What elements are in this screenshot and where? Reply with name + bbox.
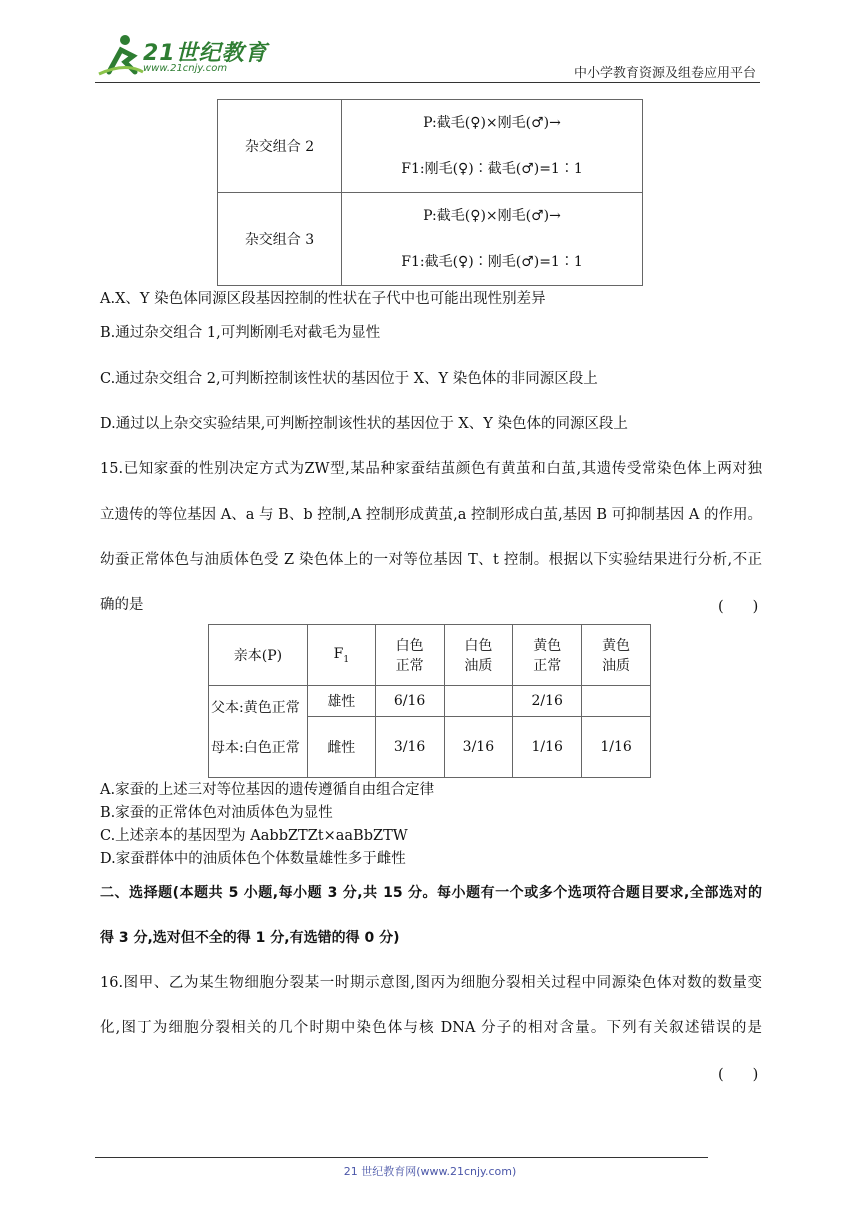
answer-blank: ( ) (718, 1067, 759, 1083)
platform-name: 中小学教育资源及组卷应用平台 (573, 66, 756, 81)
male-label: 雄性 (307, 686, 375, 717)
cross-cell (342, 193, 643, 286)
logo-url: www.21cnjy.com (143, 63, 228, 74)
q15-option-a: A.家蚕的上述三对等位基因的遗传遵循自由组合定律 (100, 782, 435, 798)
value-cell (582, 686, 651, 717)
q15-option-b: B.家蚕的正常体色对油质体色为显性 (100, 805, 333, 821)
q15-line: 确的是 (100, 597, 144, 613)
table-row (209, 686, 651, 717)
section-heading: 二、选择题(本题共 5 小题,每小题 3 分,共 15 分。每小题有一个或多个选项符合题目要求,全部选对的 (100, 885, 762, 901)
footer-text: 21 世纪教育网(www.21cnjy.com) (343, 1165, 517, 1178)
q15-line: 幼蚕正常体色与油质体色受 Z 染色体上的一对等位基因 T、t 控制。根据以下实验结果进行分析,不正 (100, 552, 762, 568)
logo-text: 21世纪教育 (143, 41, 268, 66)
cross-parent: P:截毛(♀)×刚毛(♂)→ (423, 115, 561, 131)
female-label: 雌性 (307, 717, 375, 778)
q15-line: 立遗传的等位基因 A、a 与 B、b 控制,A 控制形成黄茧,a 控制形成白茧,基因 B 可抑制基因 A 的作用。 (100, 507, 762, 523)
answer-blank: ( ) (718, 599, 759, 615)
cross-f1: F1:截毛(♀)∶刚毛(♂)=1∶1 (401, 254, 583, 270)
value-cell (444, 686, 513, 717)
table-row (209, 717, 651, 778)
value-cell: 1/16 (513, 717, 582, 778)
value-cell: 6/16 (375, 686, 444, 717)
cross-table (217, 99, 643, 286)
table-row (218, 193, 643, 286)
q15-option-c: C.上述亲本的基因型为 AabbZTZt×aaBbZTW (100, 828, 408, 844)
q15-line: 15.已知家蚕的性别决定方式为ZW型,某品种家蚕结茧颜色有黄茧和白茧,其遗传受常染色体上两对独 (100, 461, 762, 477)
q16-line: 化,图丁为细胞分裂相关的几个时期中染色体与核 DNA 分子的相对含量。下列有关叙述错误的是 (100, 1020, 762, 1036)
value-cell: 3/16 (375, 717, 444, 778)
section-heading-cont: 得 3 分,选对但不全的得 1 分,有选错的得 0 分) (100, 930, 400, 946)
header-col: 黄色 油质 (582, 625, 651, 686)
cross-f1: F1:刚毛(♀)∶截毛(♂)=1∶1 (401, 161, 583, 177)
header-col: 白色 油质 (444, 625, 513, 686)
cross-label: 杂交组合 3 (218, 193, 342, 286)
q14-option-c: C.通过杂交组合 2,可判断控制该性状的基因位于 X、Y 染色体的非同源区段上 (100, 371, 598, 387)
footer-divider (95, 1157, 708, 1158)
table-row (209, 625, 651, 686)
header-parent: 亲本(P) (209, 625, 308, 686)
cross-cell (342, 100, 643, 193)
header-col: 黄色 正常 (513, 625, 582, 686)
q15-option-d: D.家蚕群体中的油质体色个体数量雄性多于雌性 (100, 851, 406, 867)
q14-option-a: A.X、Y 染色体同源区段基因控制的性状在子代中也可能出现性别差异 (100, 291, 546, 307)
q14-option-b: B.通过杂交组合 1,可判断刚毛对截毛为显性 (100, 325, 381, 341)
value-cell: 3/16 (444, 717, 513, 778)
header-f1: $F_1$ (307, 625, 375, 686)
table-row (218, 100, 643, 193)
value-cell: 1/16 (582, 717, 651, 778)
q14-option-d: D.通过以上杂交实验结果,可判断控制该性状的基因位于 X、Y 染色体的同源区段上 (100, 416, 628, 432)
mother-cell: 母本:白色正常 (209, 717, 308, 778)
cross-parent: P:截毛(♀)×刚毛(♂)→ (423, 208, 561, 224)
value-cell: 2/16 (513, 686, 582, 717)
q16-line: 16.图甲、乙为某生物细胞分裂某一时期示意图,图丙为细胞分裂相关过程中同源染色体对数的数量变 (100, 975, 762, 991)
header-divider (95, 82, 760, 83)
silkworm-table (208, 624, 651, 778)
cross-label: 杂交组合 2 (218, 100, 342, 193)
header-col: 白色 正常 (375, 625, 444, 686)
father-cell: 父本:黄色正常 (209, 686, 308, 717)
